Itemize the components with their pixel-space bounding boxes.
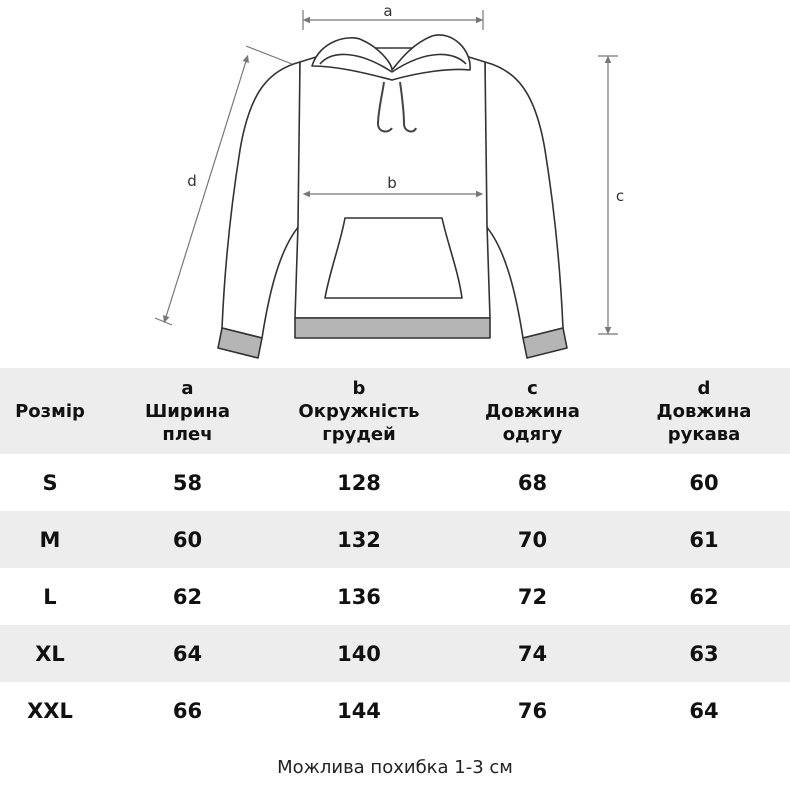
header-size: Розмір xyxy=(15,400,85,422)
hoodie-size-diagram xyxy=(0,0,790,365)
row-d: 63 xyxy=(689,641,719,666)
row-c: 68 xyxy=(517,470,548,495)
row-size: S xyxy=(42,470,58,495)
row-a: 66 xyxy=(172,698,203,723)
header-col-b xyxy=(283,368,435,454)
header-col-d xyxy=(625,368,783,454)
row-c: 72 xyxy=(517,584,548,609)
row-b: 144 xyxy=(337,698,381,723)
row-d: 61 xyxy=(689,527,719,552)
left-sleeve xyxy=(222,62,300,338)
right-sleeve xyxy=(485,62,563,338)
header-c-line2: одягу xyxy=(502,423,563,445)
hoodie-illustration xyxy=(218,35,567,358)
row-c: 76 xyxy=(517,698,548,723)
header-a-line2: плеч xyxy=(162,423,213,445)
row-a: 58 xyxy=(172,470,203,495)
table-header-row xyxy=(0,368,790,454)
row-c: 70 xyxy=(517,527,548,552)
row-b: 128 xyxy=(337,470,381,495)
table-row-xl xyxy=(0,625,790,682)
tolerance-note: Можлива похибка 1-3 см xyxy=(277,757,513,778)
header-b-line2: грудей xyxy=(322,423,396,445)
row-size: M xyxy=(39,527,61,552)
table-row-m xyxy=(0,511,790,568)
header-c-line1: Довжина xyxy=(485,400,580,422)
row-a: 60 xyxy=(172,527,203,552)
dimension-d-label: d xyxy=(187,172,197,190)
row-d: 62 xyxy=(689,584,719,609)
row-size: XXL xyxy=(27,698,73,723)
dimension-c-label: c xyxy=(615,187,625,205)
header-letter-b: b xyxy=(352,377,366,399)
dimension-a-label: a xyxy=(383,2,393,20)
row-d: 64 xyxy=(689,698,719,723)
header-letter-d: d xyxy=(697,377,711,399)
table-row-xxl xyxy=(0,682,790,739)
header-a-line1: Ширина xyxy=(145,400,230,422)
header-d-line1: Довжина xyxy=(656,400,752,422)
row-d: 60 xyxy=(689,470,719,495)
row-b: 136 xyxy=(337,584,381,609)
header-col-a xyxy=(110,368,265,454)
waist-rib xyxy=(295,318,490,338)
header-d-line2: рукава xyxy=(667,423,741,445)
header-b-line1: Окружність xyxy=(298,400,420,422)
header-letter-a: a xyxy=(181,377,194,399)
dimension-a xyxy=(303,10,483,30)
header-col-c xyxy=(455,368,610,454)
kangaroo-pocket xyxy=(325,218,462,298)
size-table xyxy=(0,368,790,739)
row-a: 64 xyxy=(172,641,203,666)
row-size: L xyxy=(43,584,57,609)
table-row-s xyxy=(0,454,790,511)
table-row-l xyxy=(0,568,790,625)
row-b: 140 xyxy=(337,641,381,666)
dimension-b-label: b xyxy=(387,174,397,192)
row-size: XL xyxy=(35,641,65,666)
header-letter-c: c xyxy=(527,377,538,399)
row-c: 74 xyxy=(517,641,548,666)
row-b: 132 xyxy=(337,527,381,552)
row-a: 62 xyxy=(172,584,203,609)
